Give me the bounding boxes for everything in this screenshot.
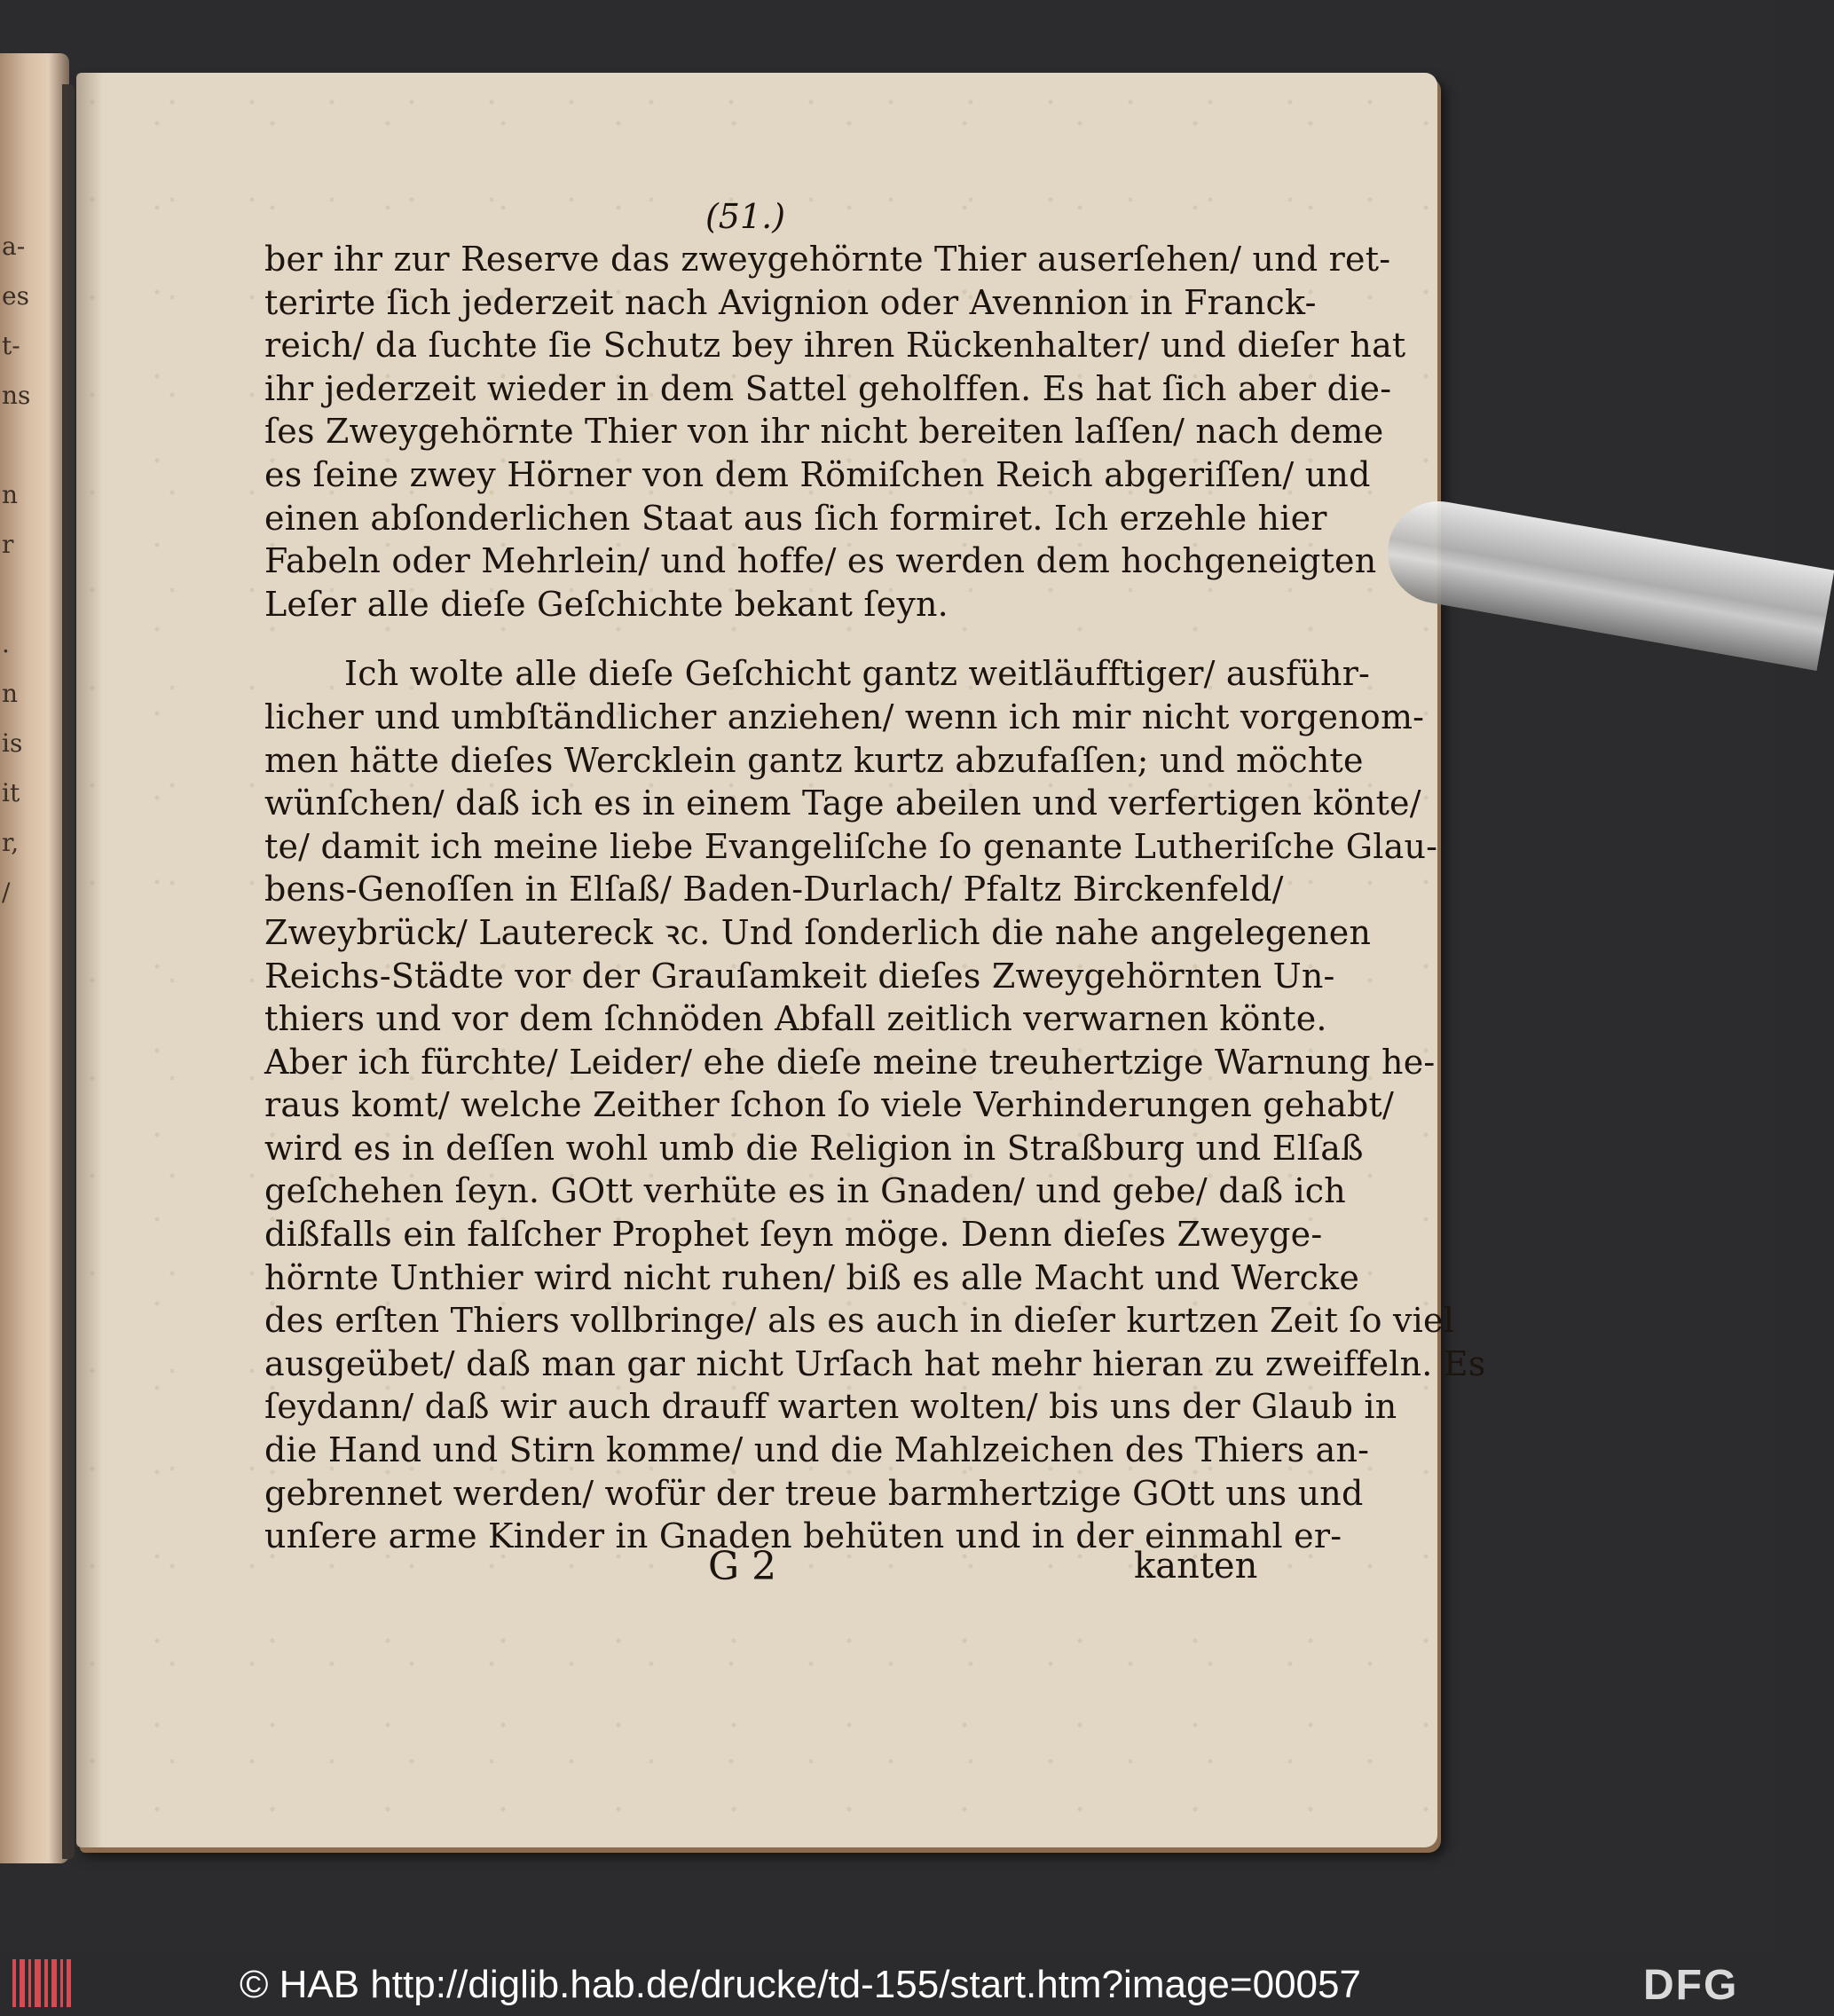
text-line: hörnte Unthier wird nicht ruhen/ biß es alle Macht und Wercke	[264, 1257, 1360, 1297]
text-line: men hätte dieſes Wercklein gantz kurtz abzufaſſen; und möchte	[264, 740, 1364, 780]
page-number-header: (51.)	[704, 197, 786, 236]
text-line: wünſchen/ daß ich es in einem Tage abeilen und verfertigen könte/	[264, 784, 1421, 823]
left-page-text-fragments: a- es t- ns n r . n is it r, /	[2, 232, 31, 907]
text-line: Aber ich fürchte/ Leider/ ehe dieſe meine treuhertzige Warnung he-	[264, 1042, 1436, 1082]
text-line: wird es in deſſen wohl umb die Religion in Straßburg und Elſaß	[264, 1128, 1364, 1168]
text-line: die Hand und Stirn komme/ und die Mahlzeichen des Thiers an-	[264, 1430, 1370, 1470]
text-line: ihr jederzeit wieder in dem Sattel geholffen. Es hat ſich aber die-	[264, 368, 1392, 408]
catchword: kanten	[1134, 1546, 1258, 1587]
text-line: dißfalls ein falſcher Prophet ſeyn möge. Denn dieſes Zweyge-	[264, 1215, 1323, 1255]
footer-bar	[0, 1952, 1775, 2016]
text-line: einen abſonderlichen Staat aus ſich formiret. Ich erzehle hier	[264, 498, 1327, 538]
text-line: Zweybrück/ Lautereck ꝛc. Und ſonderlich die nahe angelegenen	[264, 912, 1372, 952]
text-line: Fabeln oder Mehrlein/ und hoffe/ es werden dem hochgeneigten	[264, 541, 1377, 581]
text-line: ſes Zweygehörnte Thier von ihr nicht bereiten laſſen/ nach deme	[264, 412, 1384, 452]
text-line: ſeydann/ daß wir auch drauff warten wolten/ bis uns der Glaub in	[264, 1387, 1397, 1427]
text-line: ber ihr zur Reserve das zweygehörnte Thier auserſehen/ und ret-	[264, 240, 1391, 279]
page-body	[264, 238, 1486, 1558]
text-line: es ſeine zwey Hörner von dem Römiſchen Reich abgeriſſen/ und	[264, 454, 1371, 494]
text-line: licher und umbſtändlicher anziehen/ wenn ich mir nicht vorgenom-	[264, 697, 1425, 736]
text-line: Reichs-Städte vor der Grauſamkeit dieſes Zweygehörnten Un-	[264, 956, 1335, 996]
page-clamp	[1380, 493, 1834, 671]
copyright-credit: © HAB http://diglib.hab.de/drucke/td-155/start.htm?image=00057	[240, 1963, 1361, 2006]
text-line: des erſten Thiers vollbringe/ als es auch in dieſer kurtzen Zeit ſo viel	[264, 1301, 1455, 1341]
text-line: gebrennet werden/ wofür der treue barmhertzige GOtt uns und	[264, 1473, 1364, 1513]
text-line: bens-Genoſſen in Elſaß/ Baden-Durlach/ Pfaltz Birckenfeld/	[264, 870, 1284, 910]
barcode-icon	[12, 1959, 73, 2007]
text-line: unſere arme Kinder in Gnaden behüten und in der einmahl er-	[264, 1516, 1342, 1556]
book-spine-edge	[62, 84, 75, 1859]
text-line: geſchehen ſeyn. GOtt verhüte es in Gnaden/ und gebe/ daß ich	[264, 1171, 1346, 1211]
text-line-indented: Ich wolte alle dieſe Geſchicht gantz weitläufftiger/ ausführ-	[344, 654, 1371, 694]
text-line: Leſer alle dieſe Geſchichte bekant ſeyn.	[264, 584, 948, 624]
text-line: raus komt/ welche Zeither ſchon ſo viele Verhinderungen gehabt/	[264, 1085, 1395, 1125]
text-line: reich/ da ſuchte ſie Schutz bey ihren Rückenhalter/ und dieſer hat	[264, 326, 1406, 366]
text-line: ausgeübet/ daß man gar nicht Urſach hat mehr hieran zu zweiffeln. Es	[264, 1343, 1486, 1383]
text-line: te/ damit ich meine liebe Evangeliſche ſo genante Lutheriſche Glau-	[264, 826, 1438, 866]
text-line: thiers und vor dem ſchnöden Abfall zeitlich verwarnen könte.	[264, 999, 1327, 1039]
gutter-shadow	[76, 73, 103, 1847]
signature-mark: G 2	[708, 1544, 777, 1589]
dfg-logo: DFG	[1643, 1962, 1739, 2009]
text-line: terirte ſich jederzeit nach Avignion oder Avennion in Franck-	[264, 282, 1317, 322]
